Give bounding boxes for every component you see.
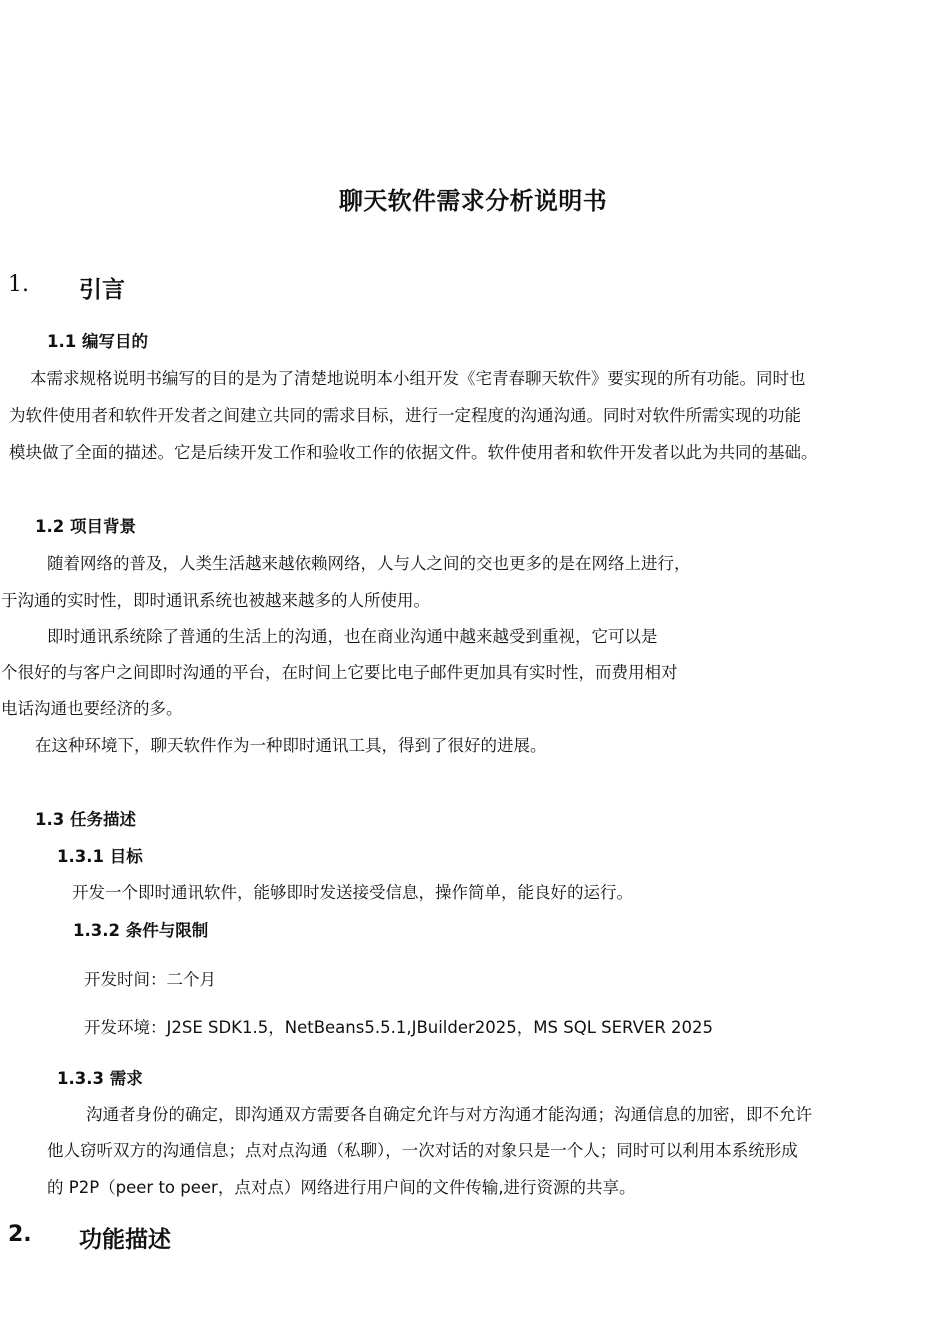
paragraph-line: 的 P2P（peer to peer，点对点）网络进行用户间的文件传输,进行资源的共享。	[47, 1178, 636, 1197]
subsection-1-2-heading: 1.2 项目背景	[35, 517, 136, 536]
item-1-3-2-heading: 1.3.2 条件与限制	[73, 921, 209, 940]
section-1-heading: 引言	[79, 277, 125, 303]
item-1-3-1-heading: 1.3.1 目标	[57, 847, 143, 866]
paragraph-line: 即时通讯系统除了普通的生活上的沟通，也在商业沟通中越来越受到重视，它可以是	[47, 627, 658, 646]
paragraph-line: 他人窃听双方的沟通信息；点对点沟通（私聊），一次对话的对象只是一个人；同时可以利用本系统形成	[47, 1141, 798, 1160]
paragraph-line: 本需求规格说明书编写的目的是为了清楚地说明本小组开发《宅青春聊天软件》要实现的所有功能。同时也	[30, 369, 806, 388]
paragraph-line: 开发时间：二个月	[84, 970, 216, 989]
subsection-1-1-heading: 1.1 编写目的	[47, 332, 148, 351]
section-2-heading: 功能描述	[79, 1227, 171, 1253]
item-1-3-3-heading: 1.3.3 需求	[57, 1069, 143, 1088]
paragraph-line: 模块做了全面的描述。它是后续开发工作和验收工作的依据文件。软件使用者和软件开发者以此为共同的基础。	[9, 443, 818, 462]
paragraph-line: 开发环境：J2SE SDK1.5，NetBeans5.5.1,JBuilder2025，MS SQL SERVER 2025	[84, 1018, 714, 1037]
paragraph-line: 随着网络的普及，人类生活越来越依赖网络，人与人之间的交也更多的是在网络上进行，	[47, 554, 691, 573]
section-2-number: 2.	[8, 1222, 32, 1247]
section-1-number: 1.	[8, 272, 29, 297]
paragraph-line: 个很好的与客户之间即时沟通的平台，在时间上它要比电子邮件更加具有实时性，而费用相对	[1, 663, 678, 682]
subsection-1-3-heading: 1.3 任务描述	[35, 810, 136, 829]
paragraph-line: 沟通者身份的确定，即沟通双方需要各自确定允许与对方沟通才能沟通；沟通信息的加密，即不允许	[86, 1105, 812, 1124]
document-title: 聊天软件需求分析说明书	[338, 187, 608, 215]
paragraph-line: 在这种环境下，聊天软件作为一种即时通讯工具，得到了很好的进展。	[35, 736, 547, 755]
paragraph-line: 电话沟通也要经济的多。	[1, 699, 183, 718]
paragraph-line: 于沟通的实时性，即时通讯系统也被越来越多的人所使用。	[1, 591, 430, 610]
paragraph-line: 为软件使用者和软件开发者之间建立共同的需求目标，进行一定程度的沟通沟通。同时对软件所需实现的功能	[9, 406, 801, 425]
paragraph-line: 开发一个即时通讯软件，能够即时发送接受信息，操作简单，能良好的运行。	[72, 883, 633, 902]
